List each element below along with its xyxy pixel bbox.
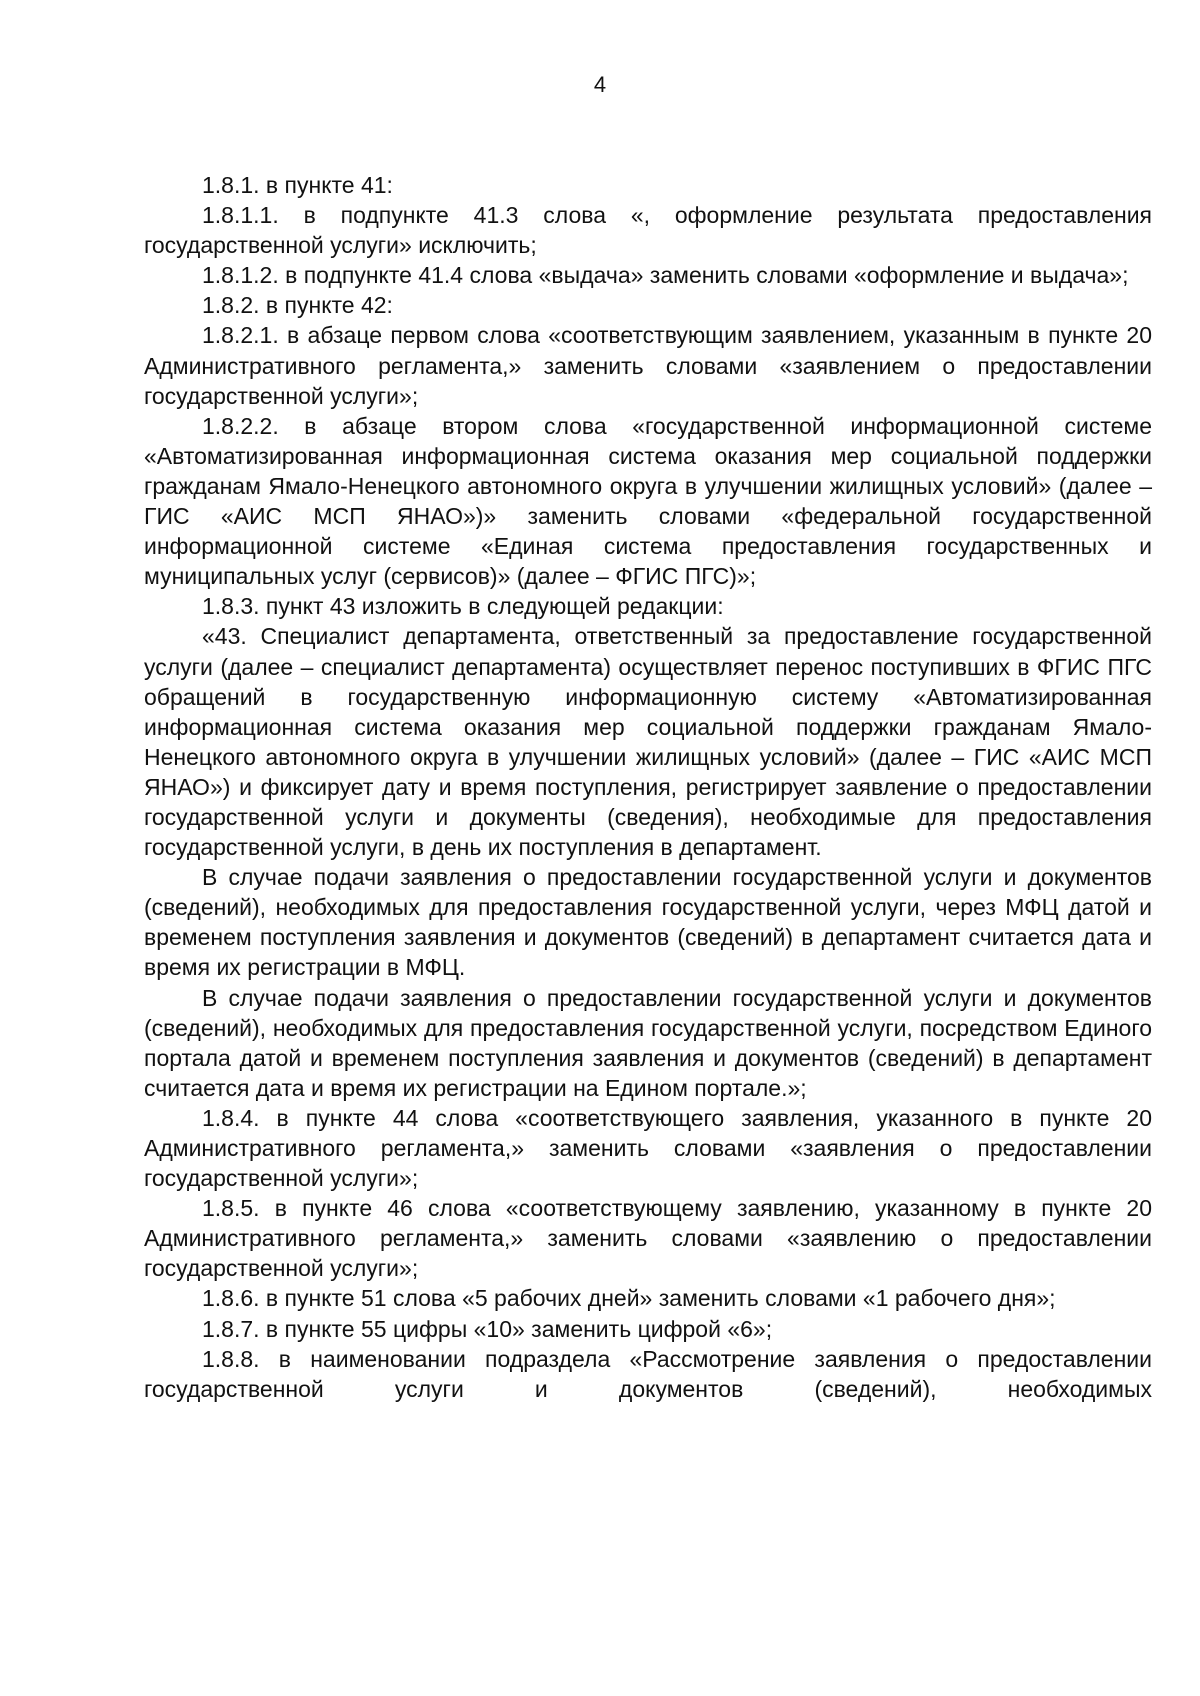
paragraph: 1.8.3. пункт 43 изложить в следующей редакции: — [202, 593, 724, 620]
paragraph: 1.8.1.2. в подпункте 41.4 слова «выдача» заменить словами «оформление и выдача»; — [202, 262, 1129, 289]
paragraph: «43. Специалист департамента, ответственный за предоставление государственной услуги (далее – специалист департамента) осуществляет перенос поступивших в ФГИС ПГС обращений в государственную информационную систему «Автоматизированная информационная система оказания мер социальной поддержки гражданам Ямало-Ненецкого автономного округа в улучшении жилищных условий» (далее – ГИС «АИС МСП ЯНАО») и фиксирует дату и время поступления, регистрирует заявление о предоставлении государственной услуги и документы (сведения), необходимые для предоставления государственной услуги, в день их поступления в департамент. — [144, 623, 1152, 861]
paragraph: 1.8.2. в пункте 42: — [202, 292, 393, 319]
paragraph: 1.8.6. в пункте 51 слова «5 рабочих дней» заменить словами «1 рабочего дня»; — [202, 1285, 1056, 1312]
paragraph: В случае подачи заявления о предоставлении государственной услуги и документов (сведений), необходимых для предоставления государственной услуги, через МФЦ датой и временем поступления заявления и документов (сведений) в департамент считается дата и время их регистрации в МФЦ. — [144, 864, 1152, 981]
document-body — [144, 170, 1152, 1404]
paragraph: 1.8.2.1. в абзаце первом слова «соответствующим заявлением, указанным в пункте 20 Административного регламента,» заменить словами «заявлением о предоставлении государственной услуги»; — [144, 322, 1152, 409]
paragraph: 1.8.2.2. в абзаце втором слова «государственной информационной системе «Автоматизированная информационная система оказания мер социальной поддержки гражданам Ямало-Ненецкого автономного округа в улучшении жилищных условий» (далее – ГИС «АИС МСП ЯНАО»)» заменить словами «федеральной государственной информационной системе «Единая система предоставления государственных и муниципальных услуг (сервисов)» (далее – ФГИС ПГС)»; — [144, 412, 1152, 590]
paragraph: 1.8.1.1. в подпункте 41.3 слова «, оформление результата предоставления государственной услуги» исключить; — [144, 202, 1152, 259]
paragraph: 1.8.7. в пункте 55 цифры «10» заменить цифрой «6»; — [202, 1315, 773, 1342]
paragraph: 1.8.8. в наименовании подраздела «Рассмотрение заявления о предоставлении государственной услуги и документов (сведений), необходимых — [144, 1345, 1152, 1402]
paragraph: 1.8.1. в пункте 41: — [202, 172, 393, 198]
paragraph: В случае подачи заявления о предоставлении государственной услуги и документов (сведений), необходимых для предоставления государственной услуги, посредством Единого портала датой и временем поступления заявления и документов (сведений) в департамент считается дата и время их регистрации на Едином портале.»; — [144, 984, 1152, 1101]
paragraph: 1.8.5. в пункте 46 слова «соответствующему заявлению, указанному в пункте 20 Административного регламента,» заменить словами «заявлению о предоставлении государственной услуги»; — [144, 1195, 1152, 1282]
page-number: 4 — [593, 72, 607, 97]
paragraph: 1.8.4. в пункте 44 слова «соответствующего заявления, указанного в пункте 20 Административного регламента,» заменить словами «заявления о предоставлении государственной услуги»; — [144, 1104, 1152, 1192]
